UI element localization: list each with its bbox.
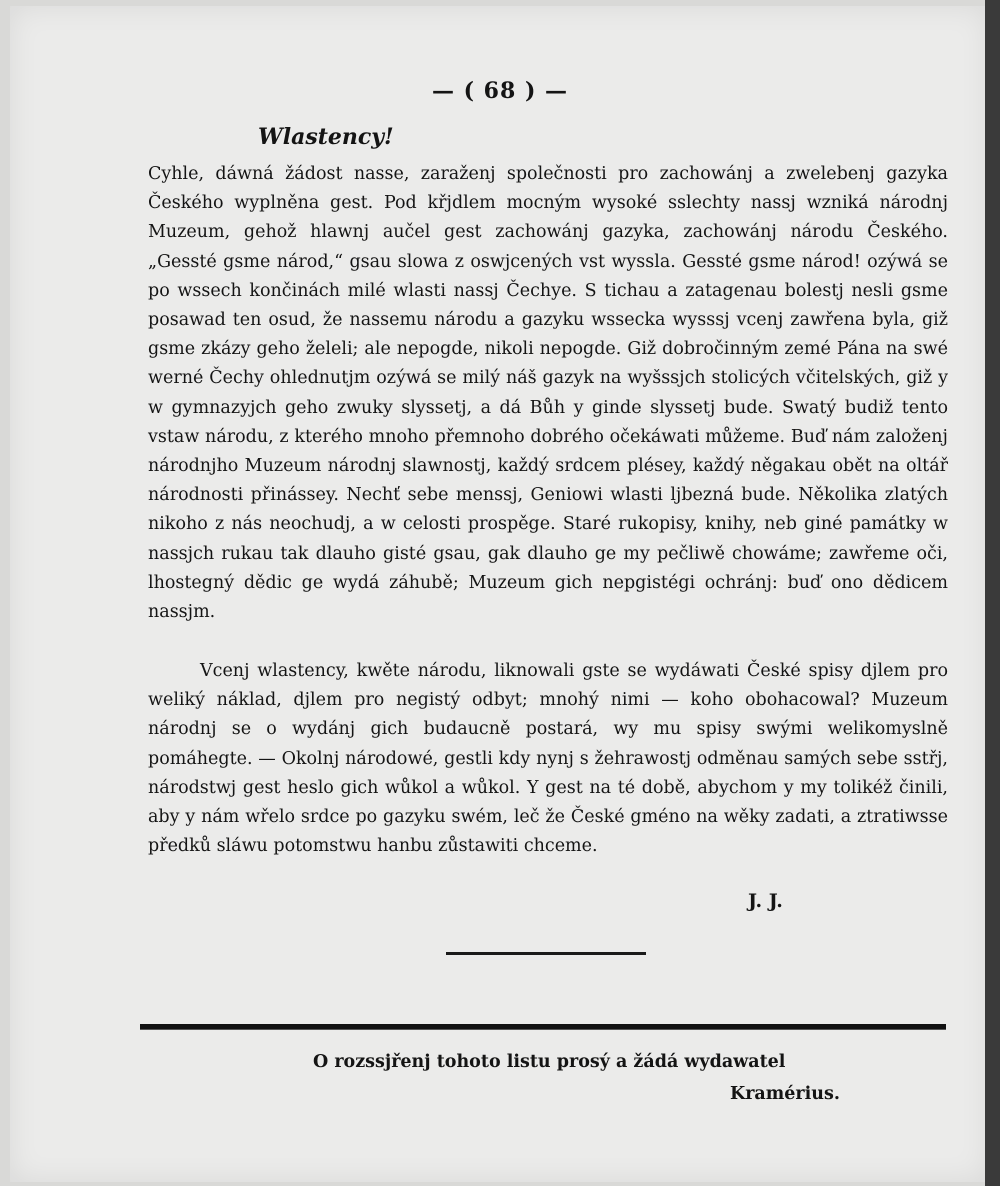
short-divider: [446, 952, 646, 955]
paragraph-2: Vcenj wlastency, kwěte národu, liknowali gste se wydáwati České spisy djlem pro weliký náklad, djlem pro negistý odbyt; mnohý nimi — koho obohacowal? Muzeum národnj se o wydánj gich budaucně postará, wy mu spisy swými welikomyslně pomáhegte. — Okolnj národowé, gestli kdy nynj s žehrawostj odměnau samých sebe sstřj, národstwj gest heslo gich wůkol a wůkol. Y gest na té době, abychom y my tolikéž činili, aby y nám wřelo srdce po gazyku swém, leč že České gméno na wěky zadati, a ztratiwsse předků sláwu potomstwu hanbu zůstawiti chceme.: [148, 661, 948, 857]
long-divider: [140, 1024, 946, 1030]
page-number: — ( 68 ) —: [431, 78, 569, 104]
book-spine-edge: [985, 0, 1000, 1186]
paragraph-1: Cyhle, dáwná žádost nasse, zaraženj společnosti pro zachowánj a zwelebenj gazyka Českého wyplněna gest. Pod křjdlem mocným wysoké sslechty nassj wzniká národnj Muzeum, gehož hlawnj aučel gest zachowánj gazyka, zachowánj národu Českého. „Gessté gsme národ,“ gsau slowa z oswjcených vst wyssla. Gessté gsme národ! ozýwá se po wssech končinách milé wlasti nassj Čechye. S tichau a zatagenau bolestj nesli gsme posawad ten osud, že nassemu národu a gazyku wssecka wysssj vcenj zawřena byla, giž gsme zkázy geho želeli; ale nepogde, nikoli nepogde. Giž dobročinným zemé Pána na swé werné Čechy ohlednutjm ozýwá se milý náš gazyk na wyšssjch stolicých včitelských, giž y w gymnazyjch geho zwuky slyssetj, a dá Bůh y ginde slyssetj bude. Swatý budiž tento vstaw národu, z kterého mnoho přemnoho dobrého očekáwati můžeme. Buď nám založenj národnjho Muzeum národnj slawnostj, každý srdcem plésey, každý něgakau obět na oltář národnosti přinássey. Nechť sebe menssj, Geniowi wlasti ljbezná bude. Několika zlatých nikoho z nás neochudj, a w celosti prospěge. Staré rukopisy, knihy, neb giné památky w nassjch rukau tak dlauho gisté gsau, gak dlauho ge my pečliwě chowáme; zawřeme oči, lhostegný dědic ge wydá záhubě; Muzeum gich nepgistégi ochránj: buď ono dědicem nassjm.: [148, 164, 948, 623]
article-heading: Wlastency!: [258, 124, 394, 150]
signature: J. J.: [748, 890, 783, 912]
footer-publisher: Kramérius.: [730, 1084, 840, 1104]
footer-request: O rozssjřenj tohoto listu prosý a žádá wydawatel: [313, 1052, 786, 1072]
